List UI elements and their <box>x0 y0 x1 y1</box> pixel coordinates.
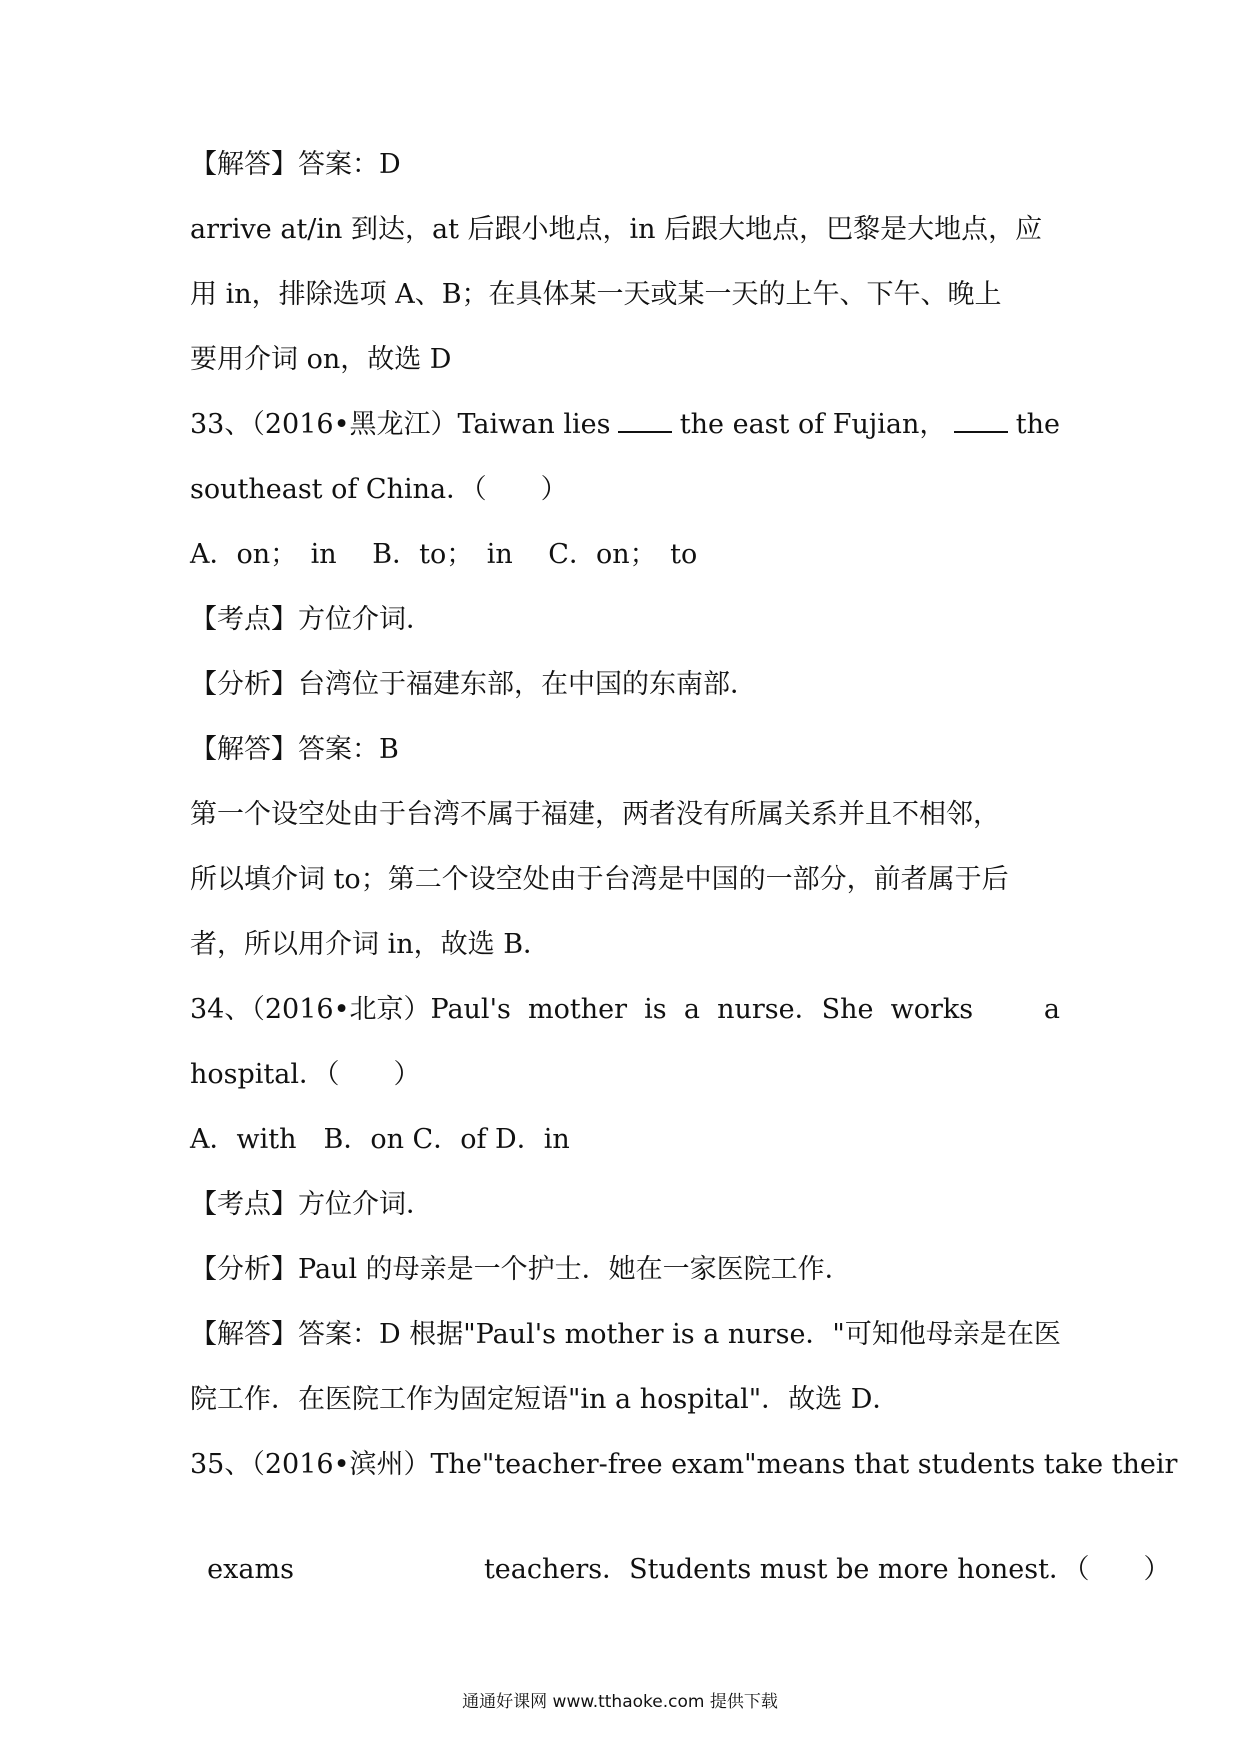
line-3: 用 in，排除选项 A、B；在具体某一天或某一天的上午、下午、晚上 <box>190 279 1002 310</box>
question-33-line <box>190 405 1060 445</box>
q33-blank-2 <box>954 405 1007 433</box>
q33-kaodian: 【考点】方位介词． <box>190 604 433 635</box>
q34-jieda: 【解答】答案：D 根据"Paul's mother is a nurse．"可知他母亲是在医 <box>190 1319 1061 1350</box>
page-footer: 通通好课网 www.tthaoke.com 提供下载 <box>462 1692 778 1712</box>
line-6: southeast of China．（ ） <box>190 474 568 505</box>
q34-text-2: a <box>1043 994 1060 1025</box>
question-35-line-2 <box>190 1510 1171 1590</box>
q33-text-2: the east of Fujian， <box>679 409 947 440</box>
line-13: 者，所以用介词 in，故选 B． <box>190 929 551 960</box>
line-11: 第一个设空处由于台湾不属于福建，两者没有所属关系并且不相邻， <box>190 799 1000 830</box>
q34-fenxi: 【分析】Paul 的母亲是一个护士．她在一家医院工作． <box>190 1254 852 1285</box>
q34-options: A．with B．on C．of D．in <box>190 1124 570 1155</box>
q33-text-1: 33、（2016•黑龙江）Taiwan lies <box>190 409 611 440</box>
q33-blank-1 <box>618 405 671 433</box>
q33-text-3: the <box>1015 409 1060 440</box>
line-2: arrive at/in 到达，at 后跟小地点，in 后跟大地点，巴黎是大地点，应 <box>190 214 1043 245</box>
line-15: hospital．（ ） <box>190 1059 421 1090</box>
q33-fenxi: 【分析】台湾位于福建东部，在中国的东南部． <box>190 669 757 700</box>
question-34-line <box>190 990 1060 1030</box>
q35-text-2: teachers．Students must be more honest．（ ） <box>483 1554 1171 1585</box>
q34-kaodian: 【考点】方位介词． <box>190 1189 433 1220</box>
q35-text-1: exams <box>207 1554 294 1585</box>
q33-jieda: 【解答】答案：B <box>190 734 399 765</box>
q33-options: A．on； in B．to； in C．on； to <box>190 539 698 570</box>
line-1: 【解答】答案：D <box>190 149 401 180</box>
question-35-line: 35、（2016•滨州）The"teacher-free exam"means that students take their <box>190 1449 1178 1480</box>
line-4: 要用介词 on，故选 D <box>190 344 452 375</box>
line-12: 所以填介词 to；第二个设空处由于台湾是中国的一部分，前者属于后 <box>190 864 1009 895</box>
line-20: 院工作．在医院工作为固定短语"in a hospital"．故选 D． <box>190 1384 900 1415</box>
q34-text-1: 34、（2016•北京）Paul's mother is a nurse．She works <box>190 994 974 1025</box>
